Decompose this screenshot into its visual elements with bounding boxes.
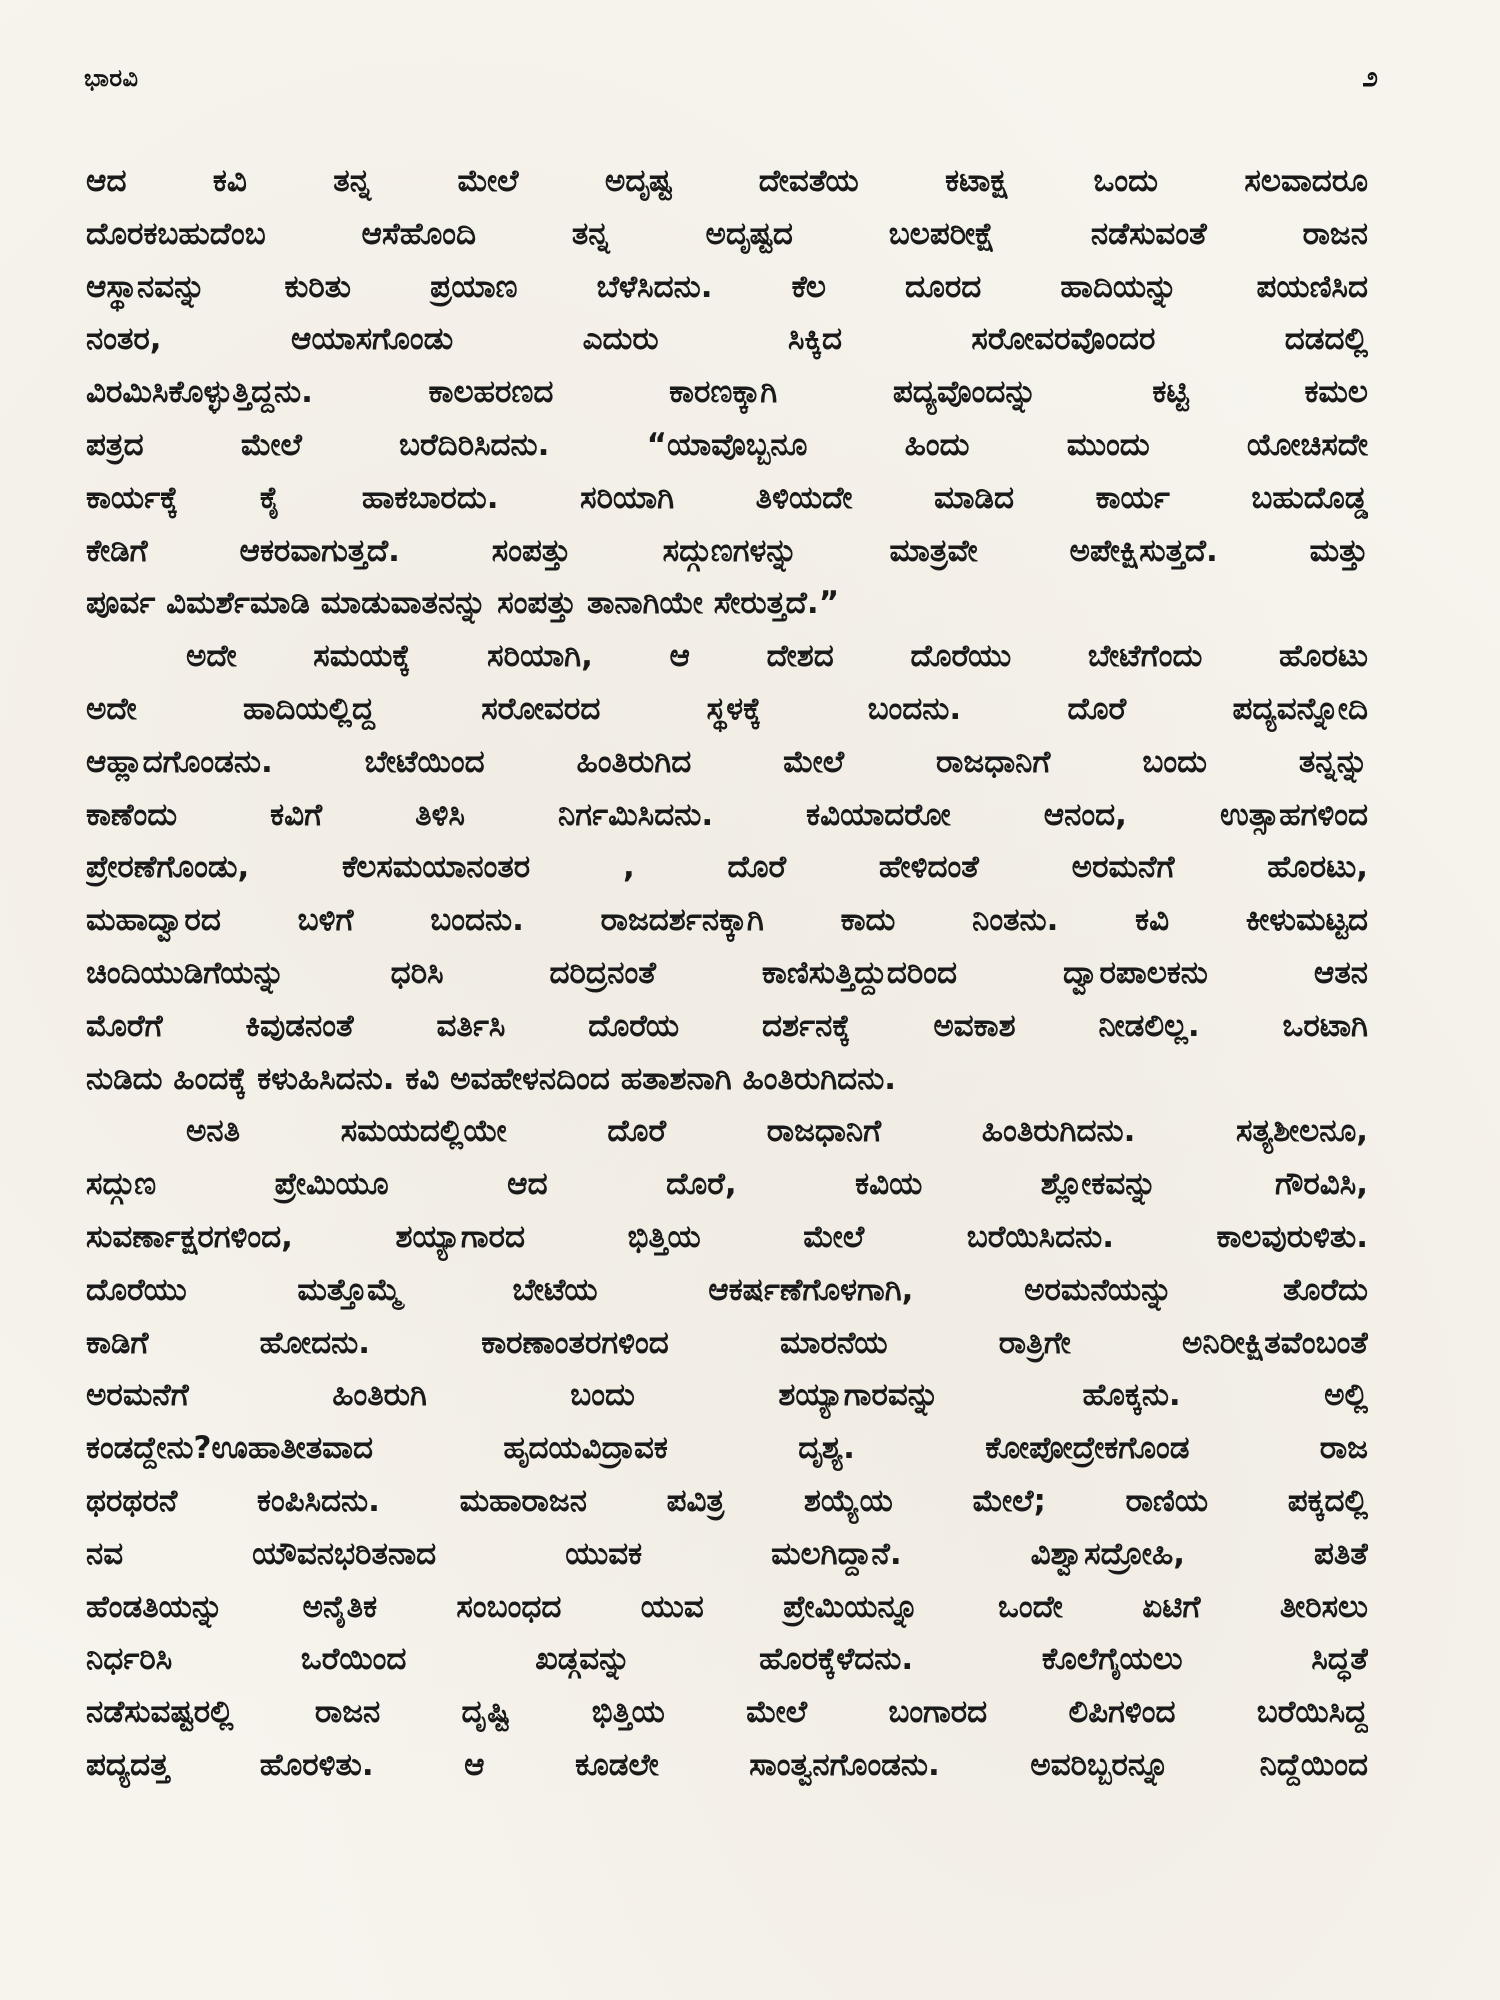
text-line: ಅನತಿ ಸಮಯದಲ್ಲಿಯೇ ದೊರೆ ರಾಜಧಾನಿಗೆ ಹಿಂತಿರುಗಿದನು. ಸತ್ಯಶೀಲನೂ, (186, 1113, 1368, 1150)
text-line: ಹೆಂಡತಿಯನ್ನು ಅನೈತಿಕ ಸಂಬಂಧದ ಯುವ ಪ್ರೇಮಿಯನ್ನೂ ಒಂದೇ ಏಟಿಗೆ ತೀರಿಸಲು (86, 1588, 1368, 1625)
running-head: ಭಾರವಿ (84, 64, 139, 92)
text-line: ಮಹಾದ್ವಾರದ ಬಳಿಗೆ ಬಂದನು. ರಾಜದರ್ಶನಕ್ಕಾಗಿ ಕಾದು ನಿಂತನು. ಕವಿ ಕೀಳುಮಟ್ಟದ (86, 902, 1368, 939)
text-line: ಅದೇ ಹಾದಿಯಲ್ಲಿದ್ದ ಸರೋವರದ ಸ್ಥಳಕ್ಕೆ ಬಂದನು. ದೊರೆ ಪದ್ಯವನ್ನೋದಿ (86, 690, 1368, 727)
text-line: ಅರಮನೆಗೆ ಹಿಂತಿರುಗಿ ಬಂದು ಶಯ್ಯಾಗಾರವನ್ನು ಹೊಕ್ಕನು. ಅಲ್ಲಿ (86, 1377, 1368, 1414)
text-line: ಚಿಂದಿಯುಡಿಗೆಯನ್ನು ಧರಿಸಿ ದರಿದ್ರನಂತೆ ಕಾಣಿಸುತ್ತಿದ್ದುದರಿಂದ ದ್ವಾರಪಾಲಕನು ಆತನ (86, 954, 1368, 991)
text-line: ಪತ್ರದ ಮೇಲೆ ಬರೆದಿರಿಸಿದನು. “ಯಾವೊಬ್ಬನೂ ಹಿಂದು ಮುಂದು ಯೋಚಿಸದೇ (86, 426, 1368, 463)
text-line: ನಂತರ, ಆಯಾಸಗೊಂಡು ಎದುರು ಸಿಕ್ಕಿದ ಸರೋವರವೊಂದರ ದಡದಲ್ಲಿ (86, 321, 1368, 358)
text-line: ಪ್ರೇರಣೆಗೊಂಡು, ಕೆಲಸಮಯಾನಂತರ , ದೊರೆ ಹೇಳಿದಂತೆ ಅರಮನೆಗೆ ಹೊರಟು, (86, 849, 1368, 886)
text-line: ಪದ್ಯದತ್ತ ಹೊರಳಿತು. ಆ ಕೂಡಲೇ ಸಾಂತ್ವನಗೊಂಡನು. ಅವರಿಬ್ಬರನ್ನೂ ನಿದ್ದೆಯಿಂದ (86, 1746, 1368, 1783)
text-line: ಕಾರ್ಯಕ್ಕೆ ಕೈ ಹಾಕಬಾರದು. ಸರಿಯಾಗಿ ತಿಳಿಯದೇ ಮಾಡಿದ ಕಾರ್ಯ ಬಹುದೊಡ್ಡ (86, 479, 1368, 516)
text-line: ನಿರ್ಧರಿಸಿ ಒರೆಯಿಂದ ಖಡ್ಗವನ್ನು ಹೊರಕ್ಕೆಳೆದನು. ಕೊಲೆಗೈಯಲು ಸಿದ್ಧತೆ (86, 1641, 1368, 1678)
text-line: ಪೂರ್ವ ವಿಮರ್ಶೆಮಾಡಿ ಮಾಡುವಾತನನ್ನು ಸಂಪತ್ತು ತಾನಾಗಿಯೇ ಸೇರುತ್ತದೆ.” (86, 585, 840, 622)
text-line: ನಡೆಸುವಷ್ಟರಲ್ಲಿ ರಾಜನ ದೃಷ್ಟಿ ಭಿತ್ತಿಯ ಮೇಲೆ ಬಂಗಾರದ ಲಿಪಿಗಳಿಂದ ಬರೆಯಿಸಿದ್ದ (86, 1694, 1368, 1731)
text-line: ಕಂಡದ್ದೇನು?ಊಹಾತೀತವಾದ ಹೃದಯವಿದ್ರಾವಕ ದೃಶ್ಯ. ಕೋಪೋದ್ರೇಕಗೊಂಡ ರಾಜ (86, 1430, 1368, 1467)
text-line: ದೊರೆಯು ಮತ್ತೊಮ್ಮೆ ಬೇಟೆಯ ಆಕರ್ಷಣೆಗೊಳಗಾಗಿ, ಅರಮನೆಯನ್ನು ತೊರೆದು (86, 1271, 1368, 1308)
text-line: ವಿರಮಿಸಿಕೊಳ್ಳುತ್ತಿದ್ದನು. ಕಾಲಹರಣದ ಕಾರಣಕ್ಕಾಗಿ ಪದ್ಯವೊಂದನ್ನು ಕಟ್ಟಿ ಕಮಲ (86, 374, 1368, 411)
text-line: ದೊರಕಬಹುದೆಂಬ ಆಸೆಹೊಂದಿ ತನ್ನ ಅದೃಷ್ಟದ ಬಲಪರೀಕ್ಷೆ ನಡೆಸುವಂತೆ ರಾಜನ (86, 215, 1368, 252)
text-line: ಅದೇ ಸಮಯಕ್ಕೆ ಸರಿಯಾಗಿ, ಆ ದೇಶದ ದೊರೆಯು ಬೇಟೆಗೆಂದು ಹೊರಟು (186, 638, 1368, 675)
text-line: ಆದ ಕವಿ ತನ್ನ ಮೇಲೆ ಅದೃಷ್ಟ ದೇವತೆಯ ಕಟಾಕ್ಷ ಒಂದು ಸಲವಾದರೂ (86, 163, 1368, 199)
text-line: ಕಾಣೆಂದು ಕವಿಗೆ ತಿಳಿಸಿ ನಿರ್ಗಮಿಸಿದನು. ಕವಿಯಾದರೋ ಆನಂದ, ಉತ್ಸಾಹಗಳಿಂದ (86, 796, 1368, 833)
text-line: ಕಾಡಿಗೆ ಹೋದನು. ಕಾರಣಾಂತರಗಳಿಂದ ಮಾರನೆಯ ರಾತ್ರಿಗೇ ಅನಿರೀಕ್ಷಿತವೆಂಬಂತೆ (86, 1324, 1368, 1361)
text-line: ಆಹ್ಲಾದಗೊಂಡನು. ಬೇಟೆಯಿಂದ ಹಿಂತಿರುಗಿದ ಮೇಲೆ ರಾಜಧಾನಿಗೆ ಬಂದು ತನ್ನನ್ನು (86, 743, 1368, 780)
text-line: ನವ ಯೌವನಭರಿತನಾದ ಯುವಕ ಮಲಗಿದ್ದಾನೆ. ವಿಶ್ವಾಸದ್ರೋಹಿ, ಪತಿತೆ (86, 1535, 1368, 1572)
paragraph-2 (86, 630, 1368, 1105)
page-number: ೨ (1362, 60, 1378, 93)
text-line: ಕೇಡಿಗೆ ಆಕರವಾಗುತ್ತದೆ. ಸಂಪತ್ತು ಸದ್ಗುಣಗಳನ್ನು ಮಾತ್ರವೇ ಅಪೇಕ್ಷಿಸುತ್ತದೆ. ಮತ್ತು (86, 532, 1368, 569)
body-text (86, 155, 1368, 1792)
text-line: ಮೊರೆಗೆ ಕಿವುಡನಂತೆ ವರ್ತಿಸಿ ದೊರೆಯ ದರ್ಶನಕ್ಕೆ ಅವಕಾಶ ನೀಡಲಿಲ್ಲ. ಒರಟಾಗಿ (86, 1007, 1368, 1044)
text-line: ಆಸ್ಥಾನವನ್ನು ಕುರಿತು ಪ್ರಯಾಣ ಬೆಳೆಸಿದನು. ಕೆಲ ದೂರದ ಹಾದಿಯನ್ನು ಪಯಣಿಸಿದ (86, 268, 1368, 305)
text-line: ಸುವರ್ಣಾಕ್ಷರಗಳಿಂದ, ಶಯ್ಯಾಗಾರದ ಭಿತ್ತಿಯ ಮೇಲೆ ಬರೆಯಿಸಿದನು. ಕಾಲವುರುಳಿತು. (86, 1218, 1368, 1255)
paragraph-1 (86, 155, 1368, 630)
text-line: ಥರಥರನೆ ಕಂಪಿಸಿದನು. ಮಹಾರಾಜನ ಪವಿತ್ರ ಶಯ್ಯೆಯ ಮೇಲೆ; ರಾಣಿಯ ಪಕ್ಕದಲ್ಲಿ (86, 1482, 1368, 1519)
text-line: ಸದ್ಗುಣ ಪ್ರೇಮಿಯೂ ಆದ ದೊರೆ, ಕವಿಯ ಶ್ಲೋಕವನ್ನು ಗೌರವಿಸಿ, (86, 1166, 1368, 1203)
text-line: ನುಡಿದು ಹಿಂದಕ್ಕೆ ಕಳುಹಿಸಿದನು. ಕವಿ ಅವಹೇಳನದಿಂದ ಹತಾಶನಾಗಿ ಹಿಂತಿರುಗಿದನು. (86, 1060, 897, 1097)
paragraph-3 (86, 1105, 1368, 1791)
